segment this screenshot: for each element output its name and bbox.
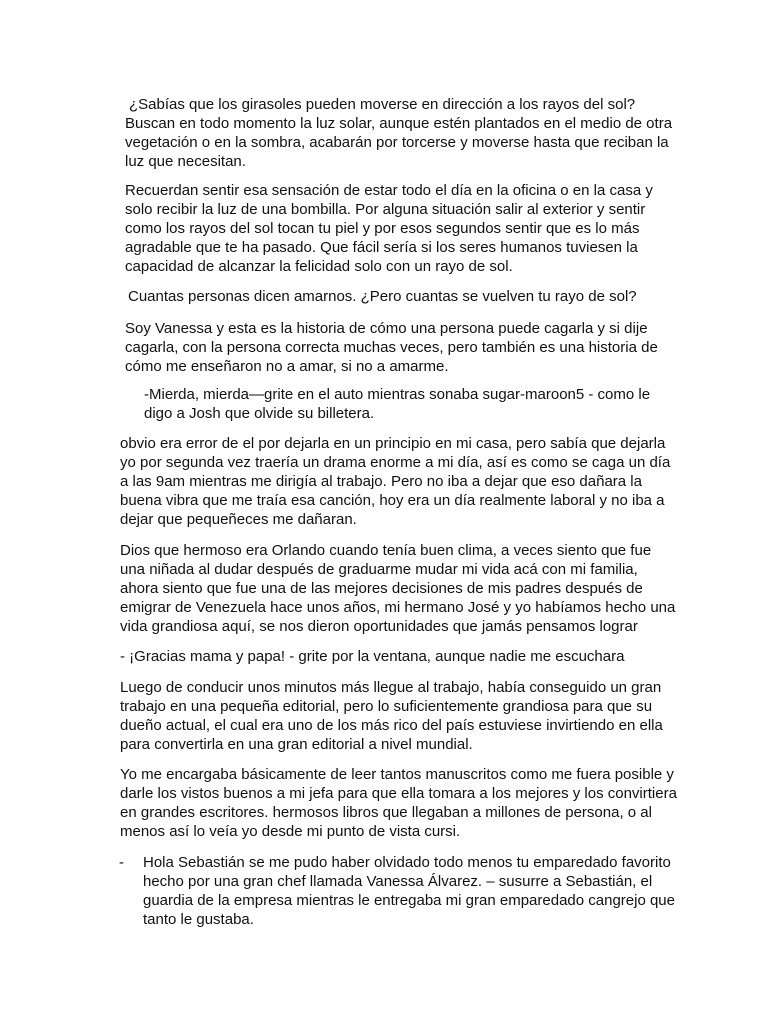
paragraph-introduction: Soy Vanessa y esta es la historia de cómo una persona puede cagarla y si dije cagarla, con la persona correcta muchas veces, pero también es una historia de cómo me enseñaron no a amar, si no a amarme. [125, 320, 658, 375]
paragraph-manuscripts: Yo me encargaba básicamente de leer tantos manuscritos como me fuera posible y darle los vistos buenos a mi jefa para que ella tomara a los mejores y los convirtiera en grandes escritores. hermosos libros que llegaban a millones de persona, o al menos así lo veía yo desde mi punto de vista cursi. [120, 766, 677, 840]
paragraph-dialogue-sebastian: Hola Sebastián se me pudo haber olvidado todo menos tu emparedado favorito hecho por una gran chef llamada Vanessa Álvarez. – susurre a Sebastián, el guardia de la empresa mientras le entregaba mi gran emparedado cangrejo que tanto le gustaba. [143, 854, 675, 928]
paragraph-work: Luego de conducir unos minutos más llegue al trabajo, había conseguido un gran trabajo en una pequeña editorial, pero lo suficientemente grandiosa para que su dueño actual, el cual era uno de los más rico del país estuviese invirtiendo en ella para convertirla en una gran editorial a nivel mundial. [120, 679, 663, 753]
paragraph-dialogue-window: - ¡Gracias mama y papa! - grite por la ventana, aunque nadie me escuchara [120, 648, 625, 665]
paragraph-wallet: obvio era error de el por dejarla en un principio en mi casa, pero sabía que dejarla yo por segunda vez traería un drama enorme a mi día, así es como se caga un día a las 9am mientras me dirigía al trabajo. Pero no iba a dejar que eso dañara la buena vibra que me traía esa canción, hoy era un día realmente laboral y no iba a dejar que pequeñeces me dañaran. [120, 435, 671, 528]
list-bullet-marker: - [119, 854, 124, 871]
paragraph-ray-of-sun: Cuantas personas dicen amarnos. ¿Pero cuantas se vuelven tu rayo de sol? [128, 288, 637, 305]
paragraph-orlando: Dios que hermoso era Orlando cuando tenía buen clima, a veces siento que fue una niñada al dudar después de graduarme mudar mi vida acá con mi familia, ahora siento que fue una de las mejores decisiones de mis padres después de emigrar de Venezuela hace unos años, mi hermano José y yo habíamos hecho una vida grandiosa aquí, se nos dieron oportunidades que jamás pensamos lograr [120, 542, 676, 635]
paragraph-office-light: Recuerdan sentir esa sensación de estar todo el día en la oficina o en la casa y solo recibir la luz de una bombilla. Por alguna situación salir al exterior y sentir como los rayos del sol tocan tu piel y por esos segundos sentir que es lo más agradable que te ha pasado. Que fácil sería si los seres humanos tuviesen la capacidad de alcanzar la felicidad solo con un rayo de sol. [125, 182, 653, 275]
paragraph-dialogue-car: -Mierda, mierda—grite en el auto mientras sonaba sugar-maroon5 - como le digo a Josh que olvide su billetera. [144, 386, 651, 422]
paragraph-sunflowers: ¿Sabías que los girasoles pueden moverse en dirección a los rayos del sol? Buscan en todo momento la luz solar, aunque estén plantados en el medio de otra vegetación o en la sombra, acabarán por torcerse y moverse hasta que reciban la luz que necesitan. [125, 96, 673, 170]
